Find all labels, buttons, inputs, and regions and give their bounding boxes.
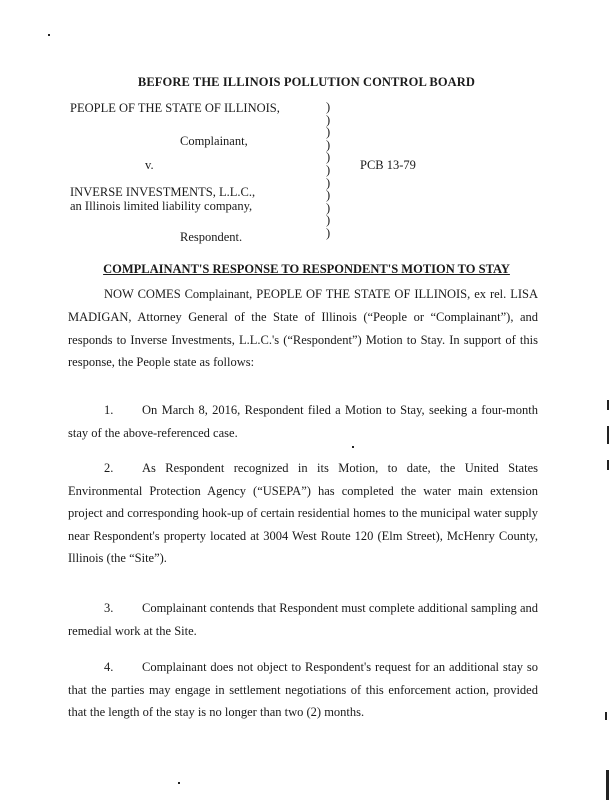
scan-mark	[605, 712, 607, 720]
scan-speck	[178, 782, 180, 784]
numbered-paragraph: Complainant does not object to Respondent's request for an additional stay so that the parties may engage in settlement negotiations of this enforcement action, provided that the length of the stay is no longer than two (2) months.	[68, 660, 538, 719]
scan-mark	[607, 400, 609, 410]
scan-mark	[607, 426, 609, 444]
respondent-role: Respondent.	[180, 230, 243, 244]
paragraph-number: 4.	[104, 660, 114, 674]
numbered-paragraph: On March 8, 2016, Respondent filed a Motion to Stay, seeking a four-month stay of the above-referenced case.	[68, 403, 538, 440]
board-title: BEFORE THE ILLINOIS POLLUTION CONTROL BOARD	[137, 75, 476, 89]
complainant-name: PEOPLE OF THE STATE OF ILLINOIS,	[70, 101, 280, 115]
paragraph-number: 3.	[104, 601, 114, 615]
numbered-paragraph: Complainant contends that Respondent must complete additional sampling and remedial work at the Site.	[68, 601, 538, 638]
document-heading: COMPLAINANT'S RESPONSE TO RESPONDENT'S MOTION TO STAY	[103, 262, 510, 276]
scan-speck	[352, 446, 354, 448]
paragraph-number: 2.	[104, 461, 114, 475]
numbered-paragraph: As Respondent recognized in its Motion, to date, the United States Environmental Protection Agency (“USEPA”) has completed the water main extension project and corresponding hook-up of certain residential homes to the municipal water supply near Respondent's property located at 3004 West Route 120 (Elm Street), McHenry County, Illinois (the “Site”).	[68, 461, 538, 565]
intro-paragraph: NOW COMES Complainant, PEOPLE OF THE STATE OF ILLINOIS, ex rel. LISA MADIGAN, Attorney General of the State of Illinois (“People or “Complainant”), and responds to Inverse Investments, L.L.C.'s (“Respondent”) Motion to Stay. In support of this response, the People state as follows:	[68, 287, 538, 370]
complainant-role: Complainant,	[180, 134, 248, 148]
case-number: PCB 13-79	[360, 158, 416, 172]
paragraph-number: 1.	[104, 403, 114, 417]
versus-label: v.	[145, 158, 154, 172]
respondent-name: INVERSE INVESTMENTS, L.L.C.,	[70, 185, 256, 199]
scan-mark	[607, 460, 609, 470]
scan-mark	[606, 770, 609, 800]
respondent-description: an Illinois limited liability company,	[70, 199, 253, 213]
scan-speck	[48, 34, 50, 36]
caption-parentheses: ) ) ) ) ) ) ) ) ) ) )	[326, 100, 331, 240]
